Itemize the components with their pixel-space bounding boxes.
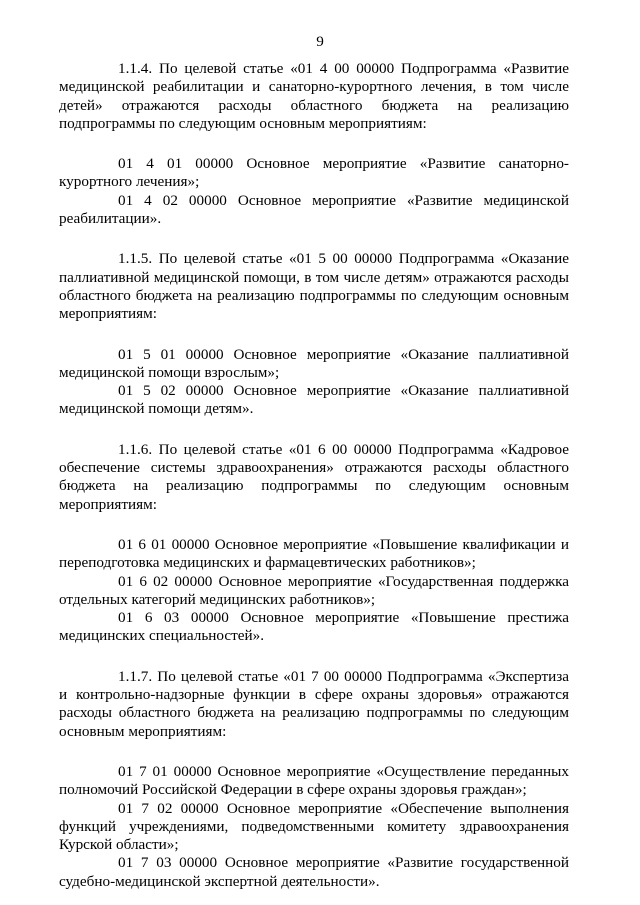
section-2-item-2: 01 5 02 00000 Основное мероприятие «Оказание паллиативной медицинской помощи детям». [59, 382, 569, 418]
section-4-item-1: 01 7 01 00000 Основное мероприятие «Осуществление переданных полномочий Российской Федерации в сфере охраны здоровья граждан»; [59, 762, 569, 799]
section-1-intro: 1.1.4. По целевой статье «01 4 00 00000 Подпрограмма «Развитие медицинской реабилитации и санаторно-курортного лечения, в том числе детей» отражаются расходы областного бюджета на реализацию подпрограммы по следующим основным мероприятиям: [59, 60, 569, 132]
section-1-item-1: 01 4 01 00000 Основное мероприятие «Развитие санаторно-курортного лечения»; [59, 155, 569, 191]
section-1-item-2: 01 4 02 00000 Основное мероприятие «Развитие медицинской реабилитации». [59, 191, 569, 228]
document-body [59, 60, 569, 891]
section-3-item-3: 01 6 03 00000 Основное мероприятие «Повышение престижа медицинских специальностей». [59, 609, 569, 645]
page-number: 9 [316, 33, 324, 50]
section-4-item-3: 01 7 03 00000 Основное мероприятие «Развитие государственной судебно-медицинской экспертной деятельности». [59, 854, 569, 890]
section-4-intro: 1.1.7. По целевой статье «01 7 00 00000 Подпрограмма «Экспертиза и контрольно-надзорные функции в сфере охраны здоровья» отражаются расходы областного бюджета на реализацию подпрограммы по следующим основным мероприятиям: [59, 667, 569, 740]
section-3-item-2: 01 6 02 00000 Основное мероприятие «Государственная поддержка отдельных категорий медицинских работников»; [59, 572, 569, 608]
section-2-item-1: 01 5 01 00000 Основное мероприятие «Оказание паллиативной медицинской помощи взрослым»; [59, 345, 569, 381]
section-3-intro: 1.1.6. По целевой статье «01 6 00 00000 Подпрограмма «Кадровое обеспечение системы здравоохранения» отражаются расходы областного бюджета на реализацию подпрограммы по следующим основным мероприятиям: [59, 440, 569, 513]
section-3-item-1: 01 6 01 00000 Основное мероприятие «Повышение квалификации и переподготовка медицинских и фармацевтических работников»; [59, 535, 569, 572]
section-2-intro: 1.1.5. По целевой статье «01 5 00 00000 Подпрограмма «Оказание паллиативной медицинской помощи, в том числе детям» отражаются расходы областного бюджета на реализацию подпрограммы по следующим основным мероприятиям: [59, 250, 569, 323]
section-4-item-2: 01 7 02 00000 Основное мероприятие «Обеспечение выполнения функций учреждениями, подведомственными комитету здравоохранения Курской области»; [59, 799, 569, 854]
